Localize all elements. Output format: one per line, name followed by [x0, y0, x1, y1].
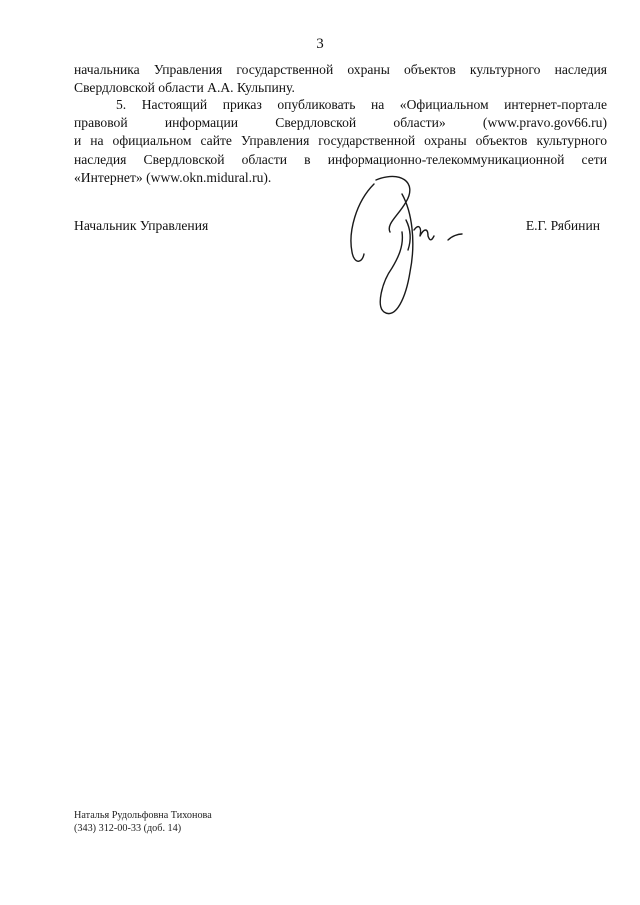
text-line: начальника Управления государственной охраны объектов культурного наследия: [74, 62, 607, 77]
text-line: наследия Свердловской области в информационно-телекоммуникационной сети: [74, 151, 607, 167]
signatory-title: Начальник Управления: [74, 218, 209, 233]
contact-phone: (343) 312-00-33 (доб. 14): [74, 823, 182, 834]
signatory-name: Е.Г. Рябинин: [525, 218, 600, 233]
text-line: 5. Настоящий приказ опубликовать на «Официальном интернет-портале: [116, 97, 607, 112]
text-line: «Интернет» (www.okn.midural.ru).: [74, 169, 272, 185]
paragraph-continued: [74, 61, 607, 97]
contact-block: [74, 809, 212, 835]
handwritten-signature: [340, 172, 480, 322]
text-line: Свердловской области А.А. Кульпину.: [74, 80, 295, 96]
text-line: и на официальном сайте Управления государственной охраны объектов культурного: [74, 133, 607, 149]
page-number: 3: [316, 36, 324, 52]
contact-name: Наталья Рудольфовна Тихонова: [74, 810, 212, 821]
text-line: правовой информации Свердловской области» (www.pravo.gov66.ru): [74, 115, 607, 131]
